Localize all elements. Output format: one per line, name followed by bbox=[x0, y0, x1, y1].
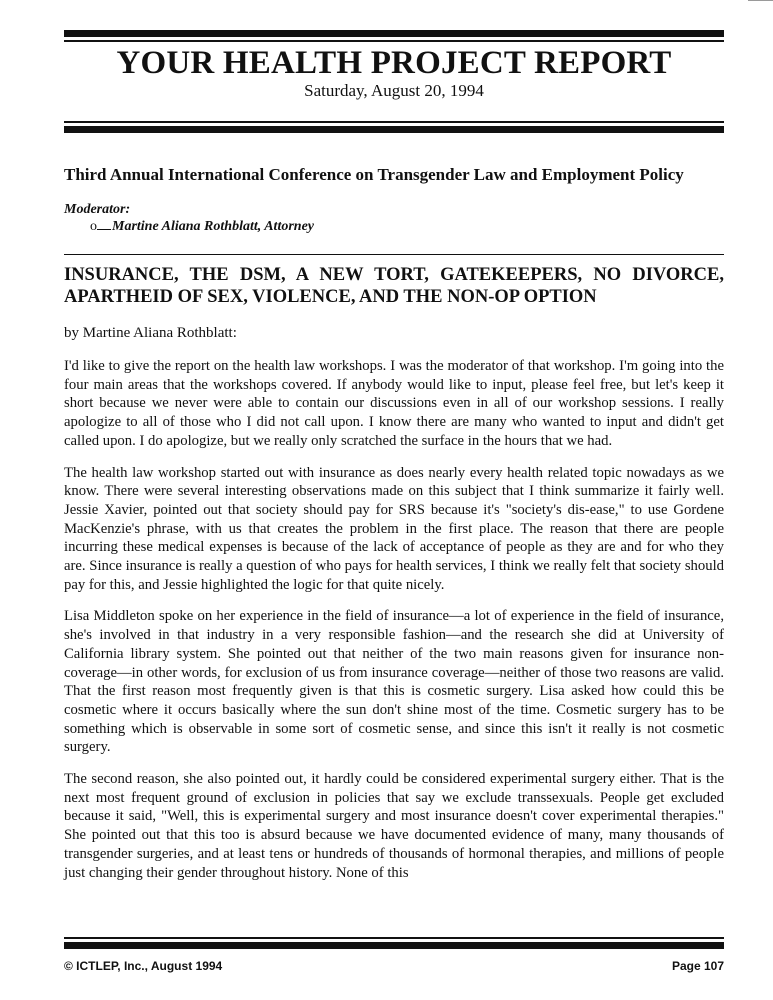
article-paragraph: I'd like to give the report on the health law workshops. I was the moderator of that workshop. I'm going into the four main areas that the workshops covered. If anybody would like to input, please feel free, but let's keep it short because we never were able to contain our discussions even in all of our workshop sessions. I really apologize to all of those who I did not call upon. I know there are many who wanted to input and didn't get called upon. I do apologize, but we really only scratched the surface in the hours that we had. bbox=[64, 358, 724, 449]
moderator-label: Moderator: bbox=[64, 202, 131, 217]
header-rule-thick bbox=[64, 126, 724, 133]
report-date: Saturday, August 20, 1994 bbox=[304, 81, 484, 100]
section-rule bbox=[64, 254, 724, 255]
article-body bbox=[64, 357, 724, 882]
article-paragraph: The second reason, she also pointed out, it hardly could be considered experimental surgery either. That is the next most frequent ground of exclusion in policies that say we exclude transsexuals. People get excluded because it said, "Well, this is experimental surgery and most insurance doesn't cover experimental therapies." She pointed out that this too is absurd because we have documented evidence of many, many thousands of transgender surgeries, and at least tens or hundreds of thousands of hormonal therapies, and millions of people just changing their gender throughout history. None of this bbox=[64, 771, 724, 881]
article-paragraph: The health law workshop started out with insurance as does nearly every health related topic nowadays as we know. There were several interesting observations made on this subject that I think summarize it fairly well. Jessie Xavier, pointed out that society should pay for SRS because it's "society's dis-ease," to use Gordene MacKenzie's phrase, with us that creates the problem in the first place. The reason that there are people incurring these medical expenses is because of the lack of acceptance of people as they are and for who they are. Since insurance is really a question of who pays for health services, I think we really felt that society should pay for this, and Jessie highlighted the logic for that quite nicely. bbox=[64, 464, 724, 593]
article-headline: INSURANCE, THE DSM, A NEW TORT, GATEKEEPERS, NO DIVORCE, APARTHEID OF SEX, VIOLENCE, AND THE NON-OP OPTION bbox=[64, 265, 724, 307]
top-rule-thin bbox=[64, 40, 724, 42]
conference-title: Third Annual International Conference on Transgender Law and Employment Policy bbox=[64, 165, 684, 184]
moderator-name: Martine Aliana Rothblatt, Attorney bbox=[112, 219, 315, 234]
moderator-entry bbox=[90, 218, 314, 236]
header-rule-thin bbox=[64, 121, 724, 123]
footer-page-number: Page 107 bbox=[671, 959, 724, 973]
article-byline: by Martine Aliana Rothblatt: bbox=[64, 325, 237, 341]
footer-rule-thin bbox=[64, 937, 724, 939]
footer-copyright: © ICTLEP, Inc., August 1994 bbox=[64, 959, 223, 973]
scan-corner-mark bbox=[748, 0, 773, 1]
top-rule-thick bbox=[64, 30, 724, 37]
report-title: YOUR HEALTH PROJECT REPORT bbox=[116, 45, 672, 81]
moderator-bullet: o bbox=[90, 219, 97, 234]
moderator-underline bbox=[97, 229, 111, 230]
article-paragraph: Lisa Middleton spoke on her experience in the field of insurance—a lot of experience in the field of insurance, she's involved in that industry in a very responsible fashion—and the research she did at University of California library system. She pointed out that neither of the two main reasons given for insurance non-coverage—in other words, for exclusion of us from insurance coverage—neither of those two reasons are valid. That the first reason most frequently given is that this is cosmetic surgery. Lisa asked how could this be cosmetic where it occurs basically where the sun don't shine most of the time. Cosmetic surgery has to be something which is observable in some sort of cosmetic sense, and since this isn't it really is not cosmetic surgery. bbox=[64, 608, 724, 756]
footer-rule-thick bbox=[64, 942, 724, 949]
